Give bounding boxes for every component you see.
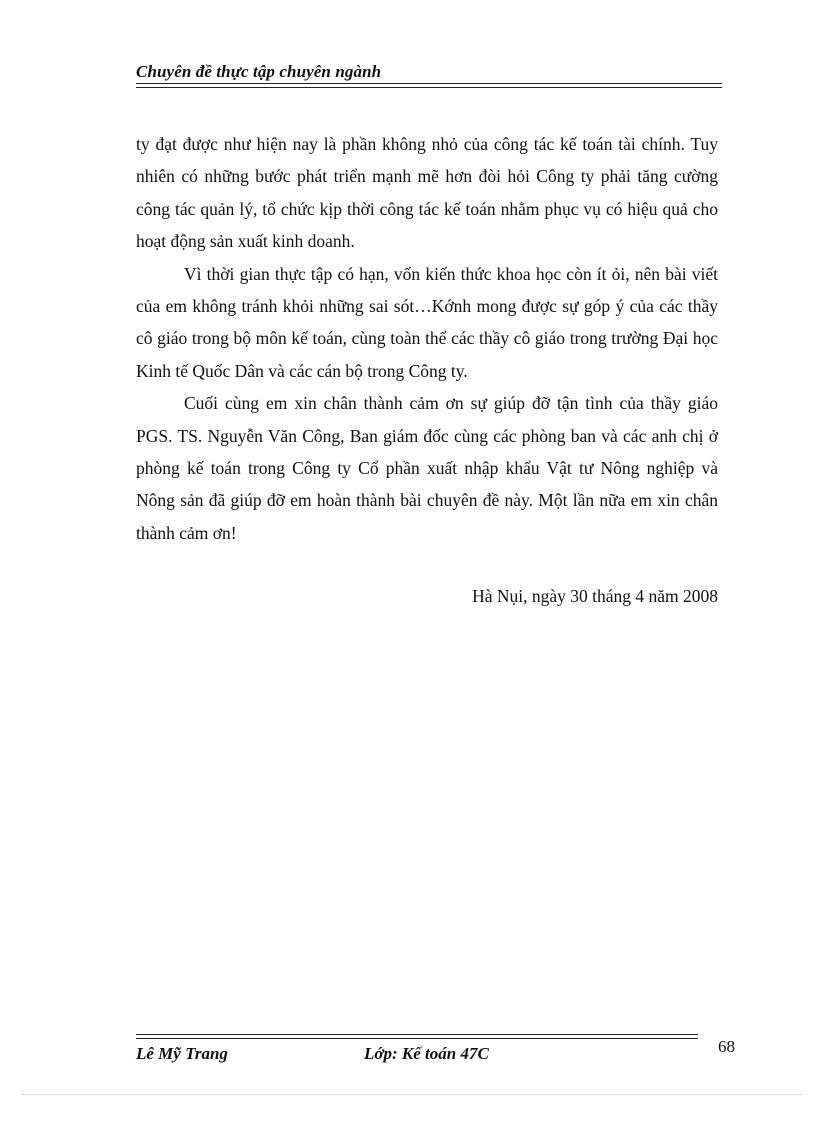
footer-author: Lê Mỹ Trang	[136, 1044, 228, 1063]
page-footer	[136, 1034, 736, 1070]
footer-class-label: Lớp: Kế toán 47C	[364, 1044, 489, 1063]
page-edge-divider	[22, 1094, 802, 1095]
header-title: Chuyên đề thực tập chuyên ngành	[136, 62, 382, 81]
page-number: 68	[718, 1037, 735, 1056]
footer-row	[136, 1044, 736, 1070]
page-header	[136, 61, 722, 88]
paragraph-2: Vì thời gian thực tập có hạn, vốn kiến thức khoa học còn ít ỏi, nên bài viết của em không tránh khỏi những sai sót…Kớnh mong được sự góp ý của các thầy cô giáo trong bộ môn kế toán, cùng toàn thể các thầy cô giáo trong trường Đại học Kinh tế Quốc Dân và các cán bộ trong Công ty.	[136, 263, 718, 381]
signoff-date: Hà Nụi, ngày 30 tháng 4 năm 2008	[472, 586, 718, 606]
paragraph-1: ty đạt được như hiện nay là phần không nhỏ của công tác kế toán tài chính. Tuy nhiên có những bước phát triển mạnh mẽ hơn đòi hỏi Công ty phải tăng cường công tác quản lý, tổ chức kịp thời công tác kế toán nhằm phục vụ có hiệu quả cho hoạt động sản xuất kinh doanh.	[136, 134, 718, 252]
body-text	[136, 128, 718, 549]
footer-rule	[136, 1034, 698, 1039]
paragraph-3: Cuối cùng em xin chân thành cảm ơn sự giúp đỡ tận tình của thầy giáo PGS. TS. Nguyễn Văn Công, Ban giám đốc cùng các phòng ban và các anh chị ở phòng kế toán trong Công ty Cổ phần xuất nhập khẩu Vật tư Nông nghiệp và Nông sản đã giúp đỡ em hoàn thành bài chuyên đề này. Một lần nữa em xin chân thành cảm ơn!	[136, 393, 718, 543]
header-rule	[136, 83, 722, 88]
